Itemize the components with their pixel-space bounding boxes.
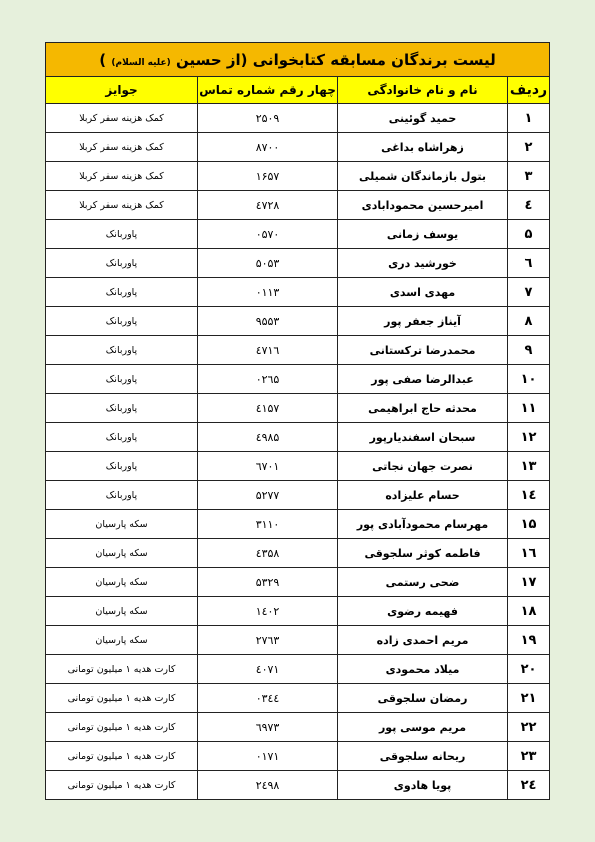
row-phone: ٤۱۵۷ <box>198 394 338 423</box>
row-index: ۱۲ <box>508 423 550 452</box>
row-index: ۱۹ <box>508 626 550 655</box>
row-phone: ٤۳۵۸ <box>198 539 338 568</box>
table-body <box>46 104 550 800</box>
row-index: ۱۷ <box>508 568 550 597</box>
row-prize: پاوربانک <box>46 249 198 278</box>
table-row <box>46 162 550 191</box>
row-phone: ۰۵۷۰ <box>198 220 338 249</box>
row-phone: ۵۰۵۳ <box>198 249 338 278</box>
table-row <box>46 568 550 597</box>
row-prize: کارت هدیه ۱ میلیون تومانی <box>46 771 198 800</box>
row-phone: ٦۷۰۱ <box>198 452 338 481</box>
row-phone: ۰۳٤٤ <box>198 684 338 713</box>
header-row <box>46 77 550 104</box>
row-index: ٤ <box>508 191 550 220</box>
row-name: محدثه حاج ابراهیمی <box>338 394 508 423</box>
row-phone: ۱٤۰۲ <box>198 597 338 626</box>
row-prize: کارت هدیه ۱ میلیون تومانی <box>46 742 198 771</box>
row-index: ۱۳ <box>508 452 550 481</box>
row-index: ۱۰ <box>508 365 550 394</box>
title-close: ) <box>99 50 107 69</box>
row-phone: ۵۳۲۹ <box>198 568 338 597</box>
row-index: ۸ <box>508 307 550 336</box>
row-prize: کارت هدیه ۱ میلیون تومانی <box>46 655 198 684</box>
row-phone: ۹۵۵۳ <box>198 307 338 336</box>
row-prize: پاوربانک <box>46 278 198 307</box>
row-prize: سکه پارسیان <box>46 539 198 568</box>
row-index: ۱ <box>508 104 550 133</box>
table-row <box>46 771 550 800</box>
row-name: مریم موسی پور <box>338 713 508 742</box>
row-prize: سکه پارسیان <box>46 510 198 539</box>
row-index: ۹ <box>508 336 550 365</box>
row-phone: ۵۲۷۷ <box>198 481 338 510</box>
table-row <box>46 539 550 568</box>
table-row <box>46 626 550 655</box>
table-row <box>46 336 550 365</box>
row-prize: پاوربانک <box>46 220 198 249</box>
table-row <box>46 481 550 510</box>
row-phone: ۳۱۱۰ <box>198 510 338 539</box>
row-phone: ۲۵۰۹ <box>198 104 338 133</box>
row-index: ۱۵ <box>508 510 550 539</box>
row-phone: ٤۷۱٦ <box>198 336 338 365</box>
row-name: میلاد محمودی <box>338 655 508 684</box>
row-prize: کمک هزینه سفر کربلا <box>46 191 198 220</box>
row-phone: ٤۹۸۵ <box>198 423 338 452</box>
row-phone: ۰۱۱۳ <box>198 278 338 307</box>
row-index: ۲۲ <box>508 713 550 742</box>
row-prize: کمک هزینه سفر کربلا <box>46 162 198 191</box>
table-row <box>46 133 550 162</box>
row-name: فاطمه کوثر سلجوقی <box>338 539 508 568</box>
row-phone: ٤۷۲۸ <box>198 191 338 220</box>
row-index: ۲۰ <box>508 655 550 684</box>
row-name: سبحان اسفندیارپور <box>338 423 508 452</box>
table-row <box>46 220 550 249</box>
header-index: ردیف <box>508 77 550 104</box>
row-index: ۱۸ <box>508 597 550 626</box>
row-name: نصرت جهان نجاتی <box>338 452 508 481</box>
table-row <box>46 655 550 684</box>
table-row <box>46 713 550 742</box>
row-index: ۱۱ <box>508 394 550 423</box>
row-name: زهراشاه بداغی <box>338 133 508 162</box>
title-main: لیست برندگان مسابقه کتابخوانی (از حسین <box>175 50 496 69</box>
row-phone: ۸۷۰۰ <box>198 133 338 162</box>
table-row <box>46 365 550 394</box>
row-index: ۱٤ <box>508 481 550 510</box>
row-name: رمضان سلجوقی <box>338 684 508 713</box>
row-index: ۷ <box>508 278 550 307</box>
row-name: آیناز جعفر پور <box>338 307 508 336</box>
row-phone: ۱۶۵۷ <box>198 162 338 191</box>
row-prize: سکه پارسیان <box>46 597 198 626</box>
row-name: عبدالرضا صفی پور <box>338 365 508 394</box>
table-row <box>46 249 550 278</box>
table-row <box>46 684 550 713</box>
row-name: ریحانه سلجوقی <box>338 742 508 771</box>
row-name: ضحی رستمی <box>338 568 508 597</box>
row-name: مهدی اسدی <box>338 278 508 307</box>
row-index: ۵ <box>508 220 550 249</box>
row-prize: پاوربانک <box>46 307 198 336</box>
row-prize: پاوربانک <box>46 423 198 452</box>
row-prize: پاوربانک <box>46 394 198 423</box>
title-sub: (علیه السلام) <box>111 57 171 68</box>
row-phone: ۲٤۹۸ <box>198 771 338 800</box>
header-phone: چهار رقم شماره تماس <box>198 77 338 104</box>
table-row <box>46 394 550 423</box>
table-row <box>46 307 550 336</box>
row-name: محمدرضا ترکستانی <box>338 336 508 365</box>
row-name: مهرسام محمودآبادی پور <box>338 510 508 539</box>
row-name: پویا هادوی <box>338 771 508 800</box>
table-row <box>46 278 550 307</box>
row-prize: کارت هدیه ۱ میلیون تومانی <box>46 713 198 742</box>
row-phone: ٤۰۷۱ <box>198 655 338 684</box>
row-phone: ۰۲٦۵ <box>198 365 338 394</box>
header-name: نام و نام خانوادگی <box>338 77 508 104</box>
row-name: حمید گوئینی <box>338 104 508 133</box>
title-row <box>46 43 550 77</box>
row-phone: ٦۹۷۳ <box>198 713 338 742</box>
row-name: حسام علیزاده <box>338 481 508 510</box>
page-title <box>46 43 550 77</box>
row-index: ۲ <box>508 133 550 162</box>
table-row <box>46 191 550 220</box>
row-prize: کمک هزینه سفر کربلا <box>46 133 198 162</box>
row-prize: پاوربانک <box>46 365 198 394</box>
row-name: یوسف زمانی <box>338 220 508 249</box>
row-name: مریم احمدی زاده <box>338 626 508 655</box>
row-index: ۲۱ <box>508 684 550 713</box>
row-prize: کارت هدیه ۱ میلیون تومانی <box>46 684 198 713</box>
row-prize: پاوربانک <box>46 481 198 510</box>
table-row <box>46 452 550 481</box>
table-row <box>46 423 550 452</box>
row-index: ٦ <box>508 249 550 278</box>
row-prize: پاوربانک <box>46 452 198 481</box>
row-prize: پاوربانک <box>46 336 198 365</box>
row-index: ۳ <box>508 162 550 191</box>
row-name: امیرحسین محمودابادی <box>338 191 508 220</box>
table-row <box>46 104 550 133</box>
row-name: بتول بازماندگان شمیلی <box>338 162 508 191</box>
table-row <box>46 742 550 771</box>
row-name: فهیمه رضوی <box>338 597 508 626</box>
row-prize: سکه پارسیان <box>46 568 198 597</box>
table-row <box>46 510 550 539</box>
row-phone: ۲۷٦۳ <box>198 626 338 655</box>
table-row <box>46 597 550 626</box>
row-index: ۲٤ <box>508 771 550 800</box>
row-index: ۲۳ <box>508 742 550 771</box>
winners-table <box>45 42 550 800</box>
row-index: ۱٦ <box>508 539 550 568</box>
header-prize: جوایز <box>46 77 198 104</box>
row-prize: سکه پارسیان <box>46 626 198 655</box>
row-prize: کمک هزینه سفر کربلا <box>46 104 198 133</box>
row-phone: ۰۱۷۱ <box>198 742 338 771</box>
row-name: خورشید دری <box>338 249 508 278</box>
